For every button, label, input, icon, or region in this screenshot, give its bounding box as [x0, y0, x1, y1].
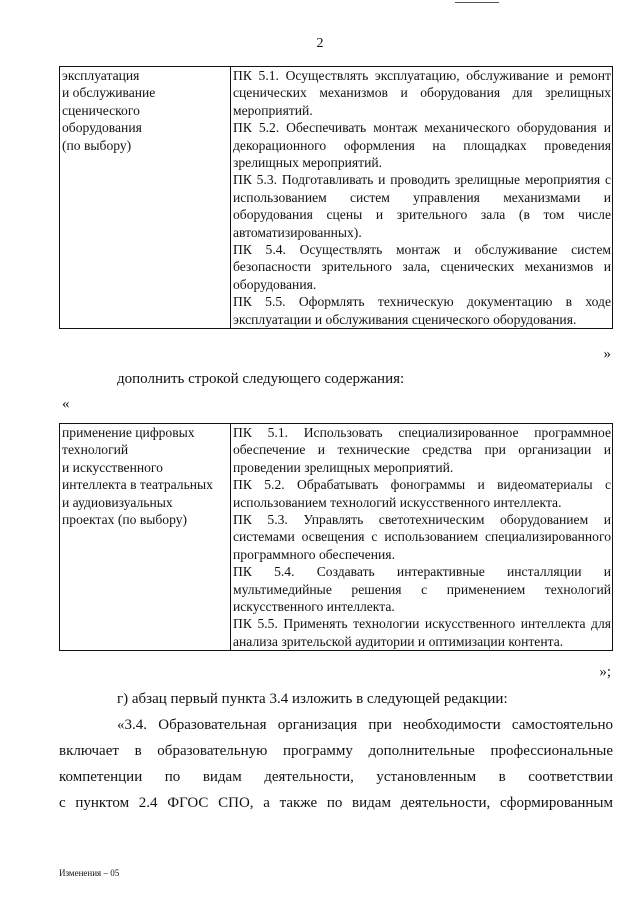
instruction-text: дополнить строкой следующего содержания: [117, 371, 405, 387]
opening-quote: « [62, 396, 70, 412]
activity-line: (по выбору) [62, 137, 132, 153]
competency-item: ПК 5.5. Оформлять техническую документацию в ходе эксплуатации и обслуживания сценического оборудования. [233, 294, 611, 327]
top-rule [455, 2, 499, 3]
activity-line: и искусственного [62, 459, 163, 475]
competency-table-2 [59, 423, 613, 651]
activity-line: и обслуживание [62, 85, 156, 101]
competency-table-1 [59, 66, 613, 329]
activity-line: проектах (по выбору) [62, 512, 188, 528]
competency-item: ПК 5.4. Осуществлять монтаж и обслуживание систем безопасности зрительного зала, сценических механизмов и оборудования. [233, 242, 611, 292]
competency-item: ПК 5.3. Управлять светотехническим оборудованием и системами освещения с использованием специализированного программного обеспечения. [233, 512, 611, 562]
competency-item: ПК 5.3. Подготавливать и проводить зрелищные мероприятия с использованием систем управления механизмами и оборудования сцены и зрительного зала (в том числе автоматизированных). [233, 172, 611, 240]
activity-line: и аудиовизуальных [62, 494, 173, 510]
paragraph-g: г) абзац первый пункта 3.4 изложить в следующей редакции: [117, 691, 508, 707]
competency-item: ПК 5.2. Обрабатывать фонограммы и видеоматериалы с использованием технологий искусственного интеллекта. [233, 477, 611, 510]
competency-item: ПК 5.5. Применять технологии искусственного интеллекта для анализа зрительской аудитории и оптимизации контента. [233, 616, 611, 649]
activity-line: эксплуатация [62, 68, 140, 83]
paragraph-line: «3.4. Образовательная организация при необходимости самостоятельно [117, 717, 613, 733]
activity-cell [60, 424, 231, 651]
activity-line: технологий [62, 442, 129, 458]
closing-quote: » [603, 346, 611, 362]
paragraph-line: включает в образовательную программу дополнительные профессиональные [59, 743, 613, 759]
activity-cell [60, 67, 231, 329]
table-row [60, 424, 613, 651]
activity-line: сценического [62, 102, 140, 118]
activity-line: оборудования [62, 120, 142, 136]
table-row [60, 67, 613, 329]
competencies-cell [231, 424, 613, 651]
activity-line: применение цифровых [62, 425, 195, 440]
quoted-paragraph [59, 712, 613, 816]
competency-item: ПК 5.1. Использовать специализированное программное обеспечение и технические средства при организации и проведении зрелищных мероприятий. [233, 425, 611, 475]
footer-note: Изменения – 05 [59, 868, 120, 878]
competency-item: ПК 5.2. Обеспечивать монтаж механического оборудования и декорационного оформления на площадках проведения зрелищных мероприятий. [233, 120, 611, 171]
paragraph-line: с пунктом 2.4 ФГОС СПО, а также по видам деятельности, сформированным [59, 795, 613, 811]
closing-quote: »; [599, 664, 611, 680]
paragraph-line: компетенции по видам деятельности, установленным в соответствии [59, 769, 613, 785]
competency-item: ПК 5.4. Создавать интерактивные инсталляции и мультимедийные решения с применением технологий искусственного интеллекта. [233, 564, 611, 615]
activity-line: интеллекта в театральных [62, 477, 213, 493]
competencies-cell [231, 67, 613, 329]
page-number: 2 [316, 36, 324, 51]
competency-item: ПК 5.1. Осуществлять эксплуатацию, обслуживание и ремонт сценических механизмов и оборудования для зрелищных мероприятий. [233, 68, 611, 118]
